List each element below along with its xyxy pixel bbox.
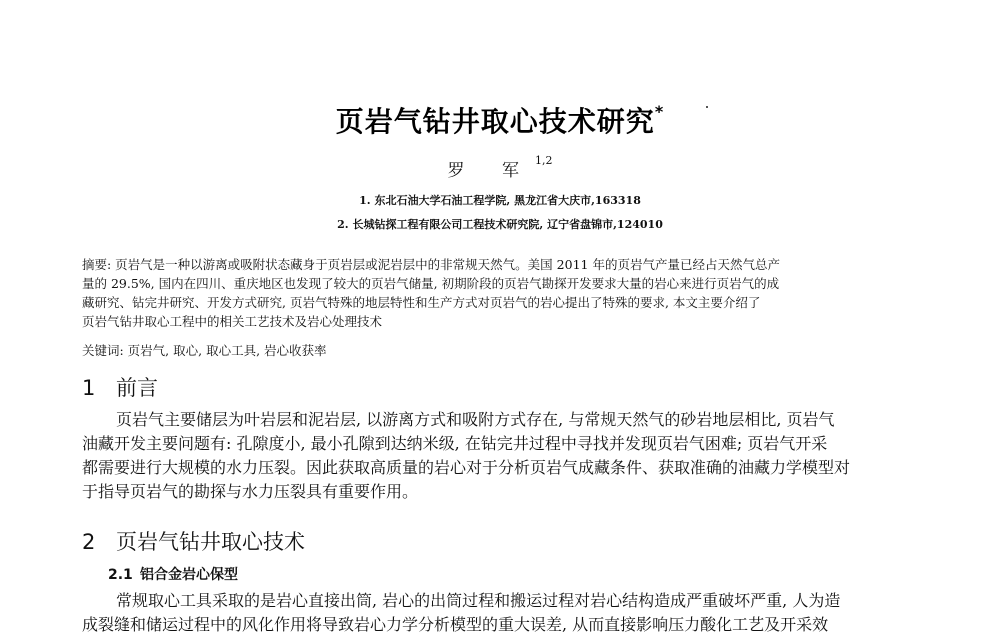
section-number: 1	[82, 376, 96, 400]
body-line: 都需要进行大规模的水力压裂。因此获取高质量的岩心对于分析页岩气成藏条件、获取准确的油藏力学模型对	[82, 458, 851, 477]
subsection-heading-2-1	[108, 564, 238, 584]
abstract-line: 量的 29.5%, 国内在四川、重庆地区也发现了较大的页岩气储量, 初期阶段的页岩气勘探开发要求大量的岩心来进行页岩气的成	[82, 276, 780, 291]
subsection-title: 铝合金岩心保型	[140, 567, 238, 583]
author-name: 罗 军	[447, 161, 535, 181]
paper-title-text: 页岩气钻井取心技术研究	[335, 105, 655, 138]
abstract	[82, 255, 927, 331]
author-affiliation-mark: 1,2	[534, 154, 553, 167]
scan-dot	[706, 106, 708, 108]
body-line: 成裂缝和储运过程中的风化作用将导致岩心力学分析模型的重大误差, 从而直接影响压力酸化工艺及开采效	[82, 615, 829, 634]
author-line	[0, 156, 1000, 181]
section-2-body	[82, 589, 927, 637]
paper-title	[0, 100, 1000, 140]
title-footnote-mark: *	[654, 102, 665, 121]
body-line: 油藏开发主要问题有: 孔隙度小, 最小孔隙到达纳米级, 在钻完井过程中寻找并发现页岩气困难; 页岩气开采	[82, 434, 828, 453]
body-line: 常规取心工具采取的是岩心直接出筒, 岩心的出筒过程和搬运过程对岩心结构造成严重破坏严重, 人为造	[116, 591, 841, 610]
body-line: 页岩气主要储层为叶岩层和泥岩层, 以游离方式和吸附方式存在, 与常规天然气的砂岩地层相比, 页岩气	[116, 410, 835, 429]
section-heading-1	[82, 372, 158, 402]
body-line: 于指导页岩气的勘探与水力压裂具有重要作用。	[82, 482, 419, 501]
section-1-body	[82, 408, 927, 504]
abstract-line: 藏研究、钻完井研究、开发方式研究, 页岩气特殊的地层特性和生产方式对页岩气的岩心提出了特殊的要求, 本文主要介绍了	[82, 295, 761, 310]
section-heading-2	[82, 526, 305, 556]
subsection-number: 2.1	[108, 567, 133, 583]
abstract-line: 页岩气钻井取心工程中的相关工艺技术及岩心处理技术	[82, 314, 383, 329]
section-number: 2	[82, 530, 96, 554]
affiliation-1: 1. 东北石油大学石油工程学院, 黑龙江省大庆市,163318	[359, 194, 641, 207]
abstract-line: 摘要: 页岩气是一种以游离或吸附状态藏身于页岩层或泥岩层中的非常规天然气。美国 2011 年的页岩气产量已经占天然气总产	[82, 257, 780, 272]
affiliation-2: 2. 长城钻探工程有限公司工程技术研究院, 辽宁省盘锦市,124010	[337, 218, 663, 231]
keywords: 关键词: 页岩气, 取心, 取心工具, 岩心收获率	[82, 343, 327, 358]
section-title: 页岩气钻井取心技术	[116, 530, 305, 554]
section-title: 前言	[116, 376, 158, 400]
